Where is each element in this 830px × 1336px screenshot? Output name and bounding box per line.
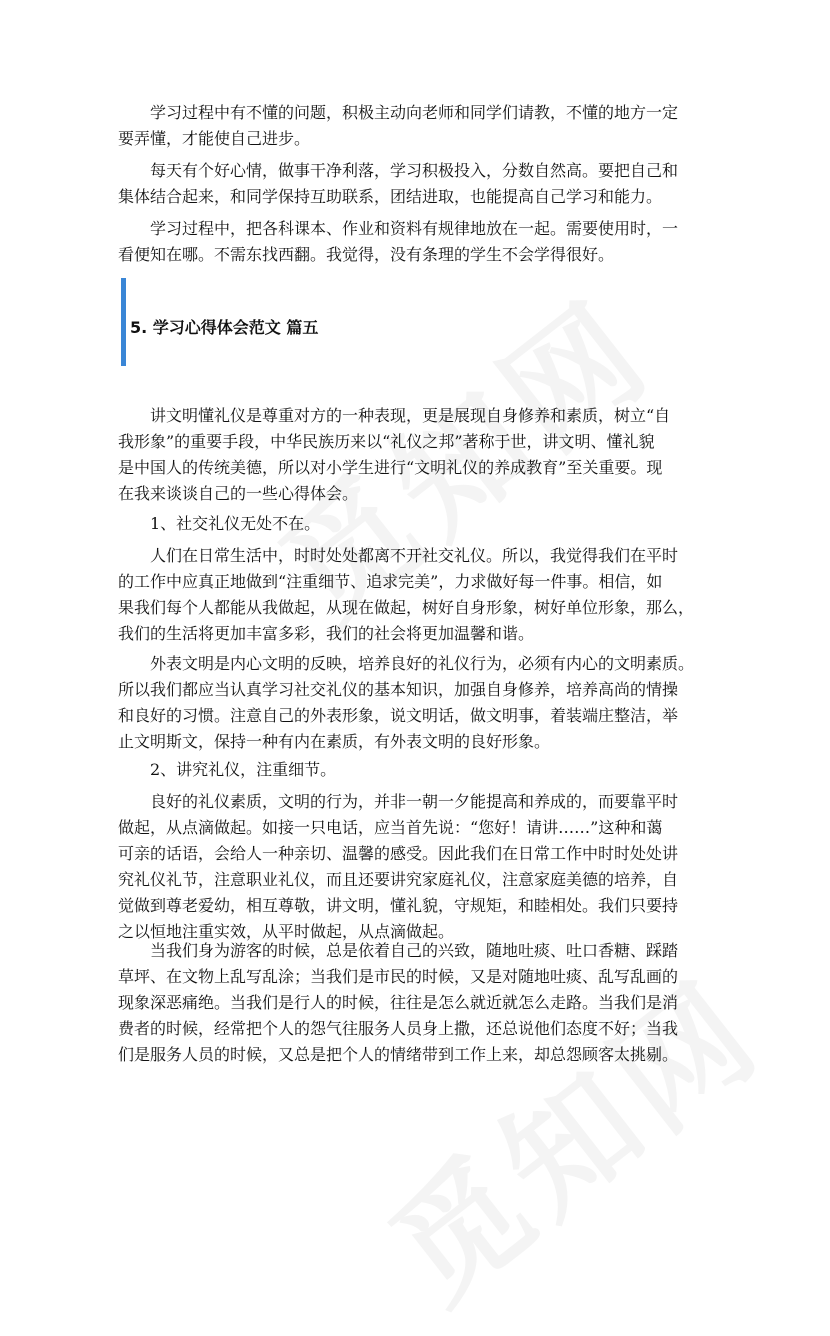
- paragraph: [118, 757, 710, 783]
- paragraph: [118, 100, 710, 152]
- text-line: 1、社交礼仪无处不在。: [118, 514, 321, 533]
- text-line: 究礼仪礼节，注意职业礼仪，而且还要讲究家庭礼仪，注意家庭美德的培养，自: [118, 870, 679, 889]
- text-line: 每天有个好心情，做事干净利落，学习积极投入，分数自然高。要把自己和: [118, 161, 679, 180]
- text-line: 的工作中应真正地做到“注重细节、追求完美”，力求做好每一件事。相信，如: [118, 572, 663, 591]
- paragraph: [118, 789, 710, 945]
- text-line: 2、讲究礼仪，注重细节。: [118, 760, 337, 779]
- text-line: 学习过程中，把各科课本、作业和资料有规律地放在一起。需要使用时，一: [118, 219, 679, 238]
- paragraph: [118, 158, 710, 210]
- text-line: 觉做到尊老爱幼，相互尊敬，讲文明，懂礼貌，守规矩，和睦相处。我们只要持: [118, 896, 679, 915]
- text-line: 做起，从点滴做起。如接一只电话，应当首先说：“您好！请讲……”这种和蔼: [118, 818, 663, 837]
- text-line: 看便知在哪。不需东找西翻。我觉得，没有条理的学生不会学得很好。: [118, 245, 615, 264]
- section-heading-accent-bar: [121, 278, 126, 366]
- text-line: 讲文明懂礼仪是尊重对方的一种表现，更是展现自身修养和素质，树立“自: [118, 406, 671, 425]
- text-line: 是中国人的传统美德，所以对小学生进行“文明礼仪的养成教育”至关重要。现: [118, 458, 663, 477]
- paragraph: [118, 938, 710, 1068]
- text-line: 止文明斯文，保持一种有内在素质，有外表文明的良好形象。: [118, 732, 551, 751]
- text-line: 在我来谈谈自己的一些心得体会。: [118, 484, 359, 503]
- text-line: 费者的时候，经常把个人的怨气往服务人员身上撒，还总说他们态度不好；当我: [118, 1019, 679, 1038]
- text-line: 外表文明是内心文明的反映，培养良好的礼仪行为，必须有内心的文明素质。: [118, 654, 695, 673]
- text-line: 所以我们都应当认真学习社交礼仪的基本知识，加强自身修养，培养高尚的情操: [118, 680, 679, 699]
- text-line: 要弄懂，才能使自己进步。: [118, 129, 311, 148]
- text-line: 们是服务人员的时候，又总是把个人的情绪带到工作上来，却总怨顾客太挑剔。: [118, 1045, 679, 1064]
- text-line: 和良好的习惯。注意自己的外表形象，说文明话，做文明事，着装端庄整洁，举: [118, 706, 679, 725]
- text-line: 我形象”的重要手段，中华民族历来以“礼仪之邦”著称于世，讲文明、懂礼貌: [118, 432, 655, 451]
- text-line: 人们在日常生活中，时时处处都离不开社交礼仪。所以，我觉得我们在平时: [118, 546, 679, 565]
- paragraph: [118, 403, 710, 507]
- text-line: 草坪、在文物上乱写乱涂；当我们是市民的时候，又是对随地吐痰、乱写乱画的: [118, 967, 679, 986]
- paragraph: [118, 216, 710, 268]
- text-line: 良好的礼仪素质，文明的行为，并非一朝一夕能提高和养成的，而要靠平时: [118, 792, 679, 811]
- paragraph: [118, 651, 710, 755]
- section-heading: 5. 学习心得体会范文 篇五: [130, 318, 319, 337]
- text-line: 之以恒地注重实效，从平时做起，从点滴做起。: [118, 922, 455, 941]
- paragraph: [118, 511, 710, 537]
- text-line: 我们的生活将更加丰富多彩，我们的社会将更加温馨和谐。: [118, 624, 535, 643]
- text-line: 可亲的话语，会给人一种亲切、温馨的感受。因此我们在日常工作中时时处处讲: [118, 844, 679, 863]
- text-line: 现象深恶痛绝。当我们是行人的时候，往往是怎么就近就怎么走路。当我们是消: [118, 993, 679, 1012]
- text-line: 果我们每个人都能从我做起，从现在做起，树好自身形象，树好单位形象，那么，: [118, 598, 695, 617]
- text-line: 集体结合起来，和同学保持互助联系，团结进取，也能提高自己学习和能力。: [118, 187, 663, 206]
- text-line: 当我们身为游客的时候，总是依着自己的兴致，随地吐痰、吐口香糖、踩踏: [118, 941, 679, 960]
- paragraph: [118, 543, 710, 647]
- text-line: 学习过程中有不懂的问题，积极主动向老师和同学们请教，不懂的地方一定: [118, 103, 679, 122]
